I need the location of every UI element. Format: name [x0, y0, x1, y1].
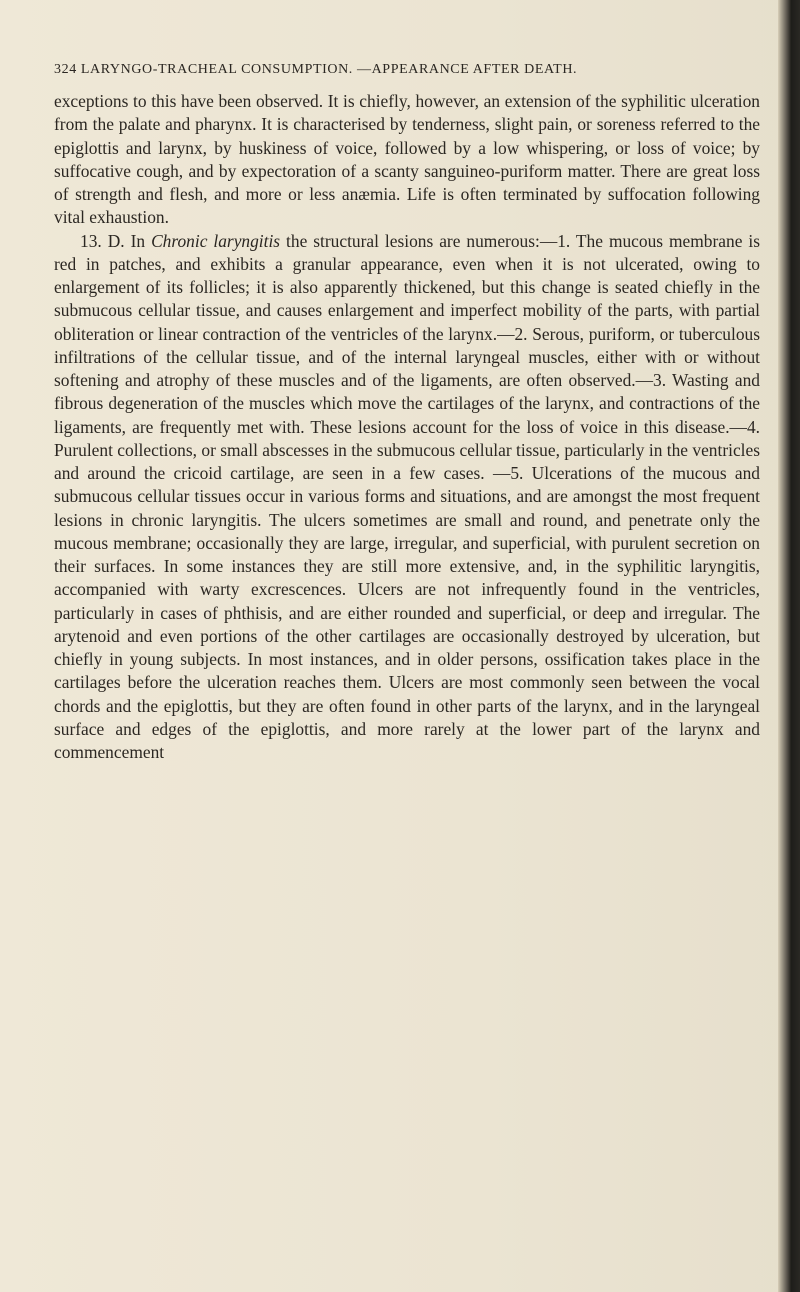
paragraph-body: the structural lesions are numerous:—1. The mucous membrane is red in patches, and exhibits a granular appearance, even when it is not ulcerated, owing to enlargement of its follicles; it is also apparently thickened, but this change is seated chiefly in the submucous cellular tissue, and causes enlargement and imperfect mobility of the parts, with partial obliteration or linear contraction of the ventricles of the larynx.—2. Serous, puriform, or tuberculous infiltrations of the cellular tissue, and of the internal laryngeal muscles, either with or without softening and atrophy of these muscles and of the ligaments, are often observed.—3. Wasting and fibrous degeneration of the muscles which move the cartilages of the larynx, and contractions of the ligaments, are frequently met with. These lesions account for the loss of voice in this disease.—4. Purulent collections, or small abscesses in the submucous cellular tissue, particularly in the ventricles and around the cricoid cartilage, are seen in a few cases. —5. Ulcerations of the mucous and submucous cellular tissues occur in various forms and situations, and are amongst the most frequent lesions in chronic laryngitis. The ulcers sometimes are small and round, and penetrate only the mucous membrane; occasionally they are large, irregular, and superficial, with purulent secretion on their surfaces. In some instances they are still more extensive, and, in the syphilitic laryngitis, accompanied with warty excrescences. Ulcers are not infrequently found in the ventricles, particularly in cases of phthisis, and are either rounded and superficial, or deep and irregular. The arytenoid and even portions of the other cartilages are occasionally destroyed by ulceration, but chiefly in young subjects. In most instances, and in older persons, ossification takes place in the cartilages before the ulceration reaches them. Ulcers are most commonly seen between the vocal chords and the epiglottis, but they are often found in other parts of the larynx, and in the laryngeal surface and edges of the epiglottis, and more rarely at the lower part of the larynx and commencement: [54, 230, 760, 762]
body-text: [54, 90, 760, 764]
page-edge-shadow: [778, 0, 800, 1292]
running-head: 324 LARYNGO-TRACHEAL CONSUMPTION. —APPEARANCE AFTER DEATH.: [54, 62, 578, 77]
italic-term: Chronic laryngitis: [151, 230, 281, 251]
paragraph-continuation: exceptions to this have been observed. It is chiefly, however, an extension of the syphilitic ulceration from the palate and pharynx. It is characterised by tenderness, slight pain, or soreness referred to the epiglottis and larynx, by huskiness of voice, followed by a low whispering, or loss of voice; by suffocative cough, and by expectoration of a scanty sanguineo-puriform matter. There are great loss of strength and flesh, and more or less anæmia. Life is often terminated by suffocation following vital exhaustion.: [54, 91, 760, 228]
paragraph-chronic-laryngitis: [54, 230, 760, 765]
paragraph-lead: 13. D. In: [80, 230, 152, 251]
